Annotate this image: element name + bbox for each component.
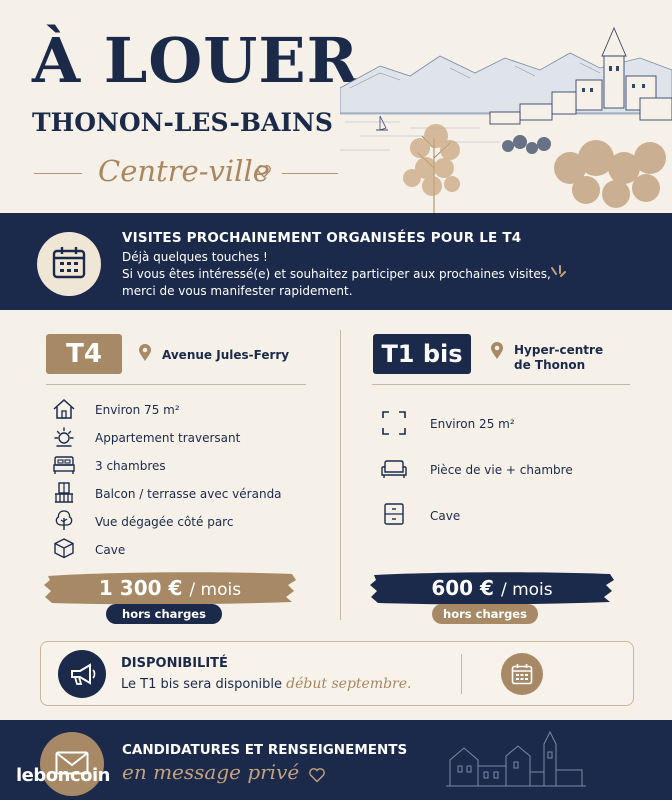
t1bis-feature-area: Environ 25 m²: [430, 417, 515, 431]
contact-title: CANDIDATURES ET RENSEIGNEMENTS: [122, 742, 408, 758]
availability-title: DISPONIBILITÉ: [121, 656, 228, 671]
location-pin-icon: [138, 344, 152, 362]
city-title: THONON-LES-BAINS: [32, 108, 333, 137]
availability-separator: [461, 654, 462, 694]
decor-line-right: [282, 173, 338, 174]
t1bis-address: [514, 343, 603, 373]
area-icon: [381, 410, 407, 436]
t4-feature-bedrooms: 3 chambres: [95, 459, 166, 473]
district-subtitle: Centre-ville: [98, 154, 270, 188]
t1bis-address-line-1: Hyper-centre: [514, 343, 604, 357]
visits-title: VISITES PROCHAINEMENT ORGANISÉES POUR LE T4: [122, 230, 522, 246]
contact-subtitle: en message privé: [122, 760, 300, 784]
t1bis-feature-rooms: Pièce de vie + chambre: [430, 463, 573, 477]
t1bis-price-value: 600 €: [431, 576, 494, 600]
visits-line-2: Si vous êtes intéressé(e) et souhaitez participer aux prochaines visites,: [122, 267, 551, 281]
envelope-badge: [40, 732, 104, 796]
t4-feature-cellar: Cave: [95, 543, 126, 557]
megaphone-badge: [58, 650, 106, 698]
header: [0, 0, 672, 212]
megaphone-icon: [58, 650, 106, 698]
balcony-icon: [53, 481, 75, 503]
district-row: [34, 152, 344, 192]
t4-price-unit: / mois: [189, 580, 242, 600]
town-sketch-illustration: [446, 726, 586, 788]
t1bis-charges-pill: hors charges: [432, 604, 538, 624]
t1bis-feature-cellar: Cave: [430, 509, 461, 523]
t4-feature-view: Vue dégagée côté parc: [95, 515, 234, 529]
visits-line-1: Déjà quelques touches !: [122, 250, 268, 264]
calendar-icon: [511, 663, 533, 685]
t1bis-price-unit: / mois: [500, 580, 553, 600]
calendar-badge: [37, 232, 101, 296]
calendar-badge-gold: [501, 653, 543, 695]
t4-feature-balcony: Balcon / terrasse avec véranda: [95, 487, 282, 501]
visits-line-3: merci de vous manifester rapidement.: [122, 284, 353, 298]
availability-text-main: Le T1 bis sera disponible: [121, 677, 283, 692]
t4-price-value: 1 300 €: [98, 576, 183, 600]
location-pin-icon: [490, 342, 504, 360]
t4-charges-pill: hors charges: [106, 604, 222, 624]
sofa-icon: [380, 458, 408, 480]
t4-separator: [46, 384, 306, 385]
column-divider: [340, 330, 341, 620]
leboncoin-logo: leboncoin: [16, 765, 110, 786]
availability-text: [121, 676, 411, 692]
decor-line-left: [34, 173, 82, 174]
availability-date: début septembre.: [286, 676, 412, 692]
t4-address: Avenue Jules-Ferry: [162, 348, 290, 362]
visits-banner: [0, 213, 672, 310]
t4-feature-area: Environ 75 m²: [95, 403, 180, 417]
bed-icon: [52, 455, 76, 475]
t1bis-address-line-2: de Thonon: [514, 358, 586, 372]
sun-icon: [53, 426, 75, 448]
t4-feature-orientation: Appartement traversant: [95, 431, 241, 445]
drawer-icon: [383, 502, 405, 526]
availability-box: [40, 641, 634, 706]
t1bis-price: [368, 576, 616, 600]
heart-icon: [256, 163, 272, 179]
lake-town-illustration: [340, 18, 672, 214]
tree-icon: [53, 509, 75, 531]
heart-icon: [308, 767, 326, 783]
calendar-icon: [52, 246, 86, 280]
page-title: À LOUER: [32, 24, 360, 97]
sparkle-icon: [548, 264, 568, 288]
t1bis-separator: [372, 384, 630, 385]
t4-price: [42, 576, 298, 600]
box-icon: [53, 537, 75, 559]
house-icon: [52, 398, 76, 420]
t4-badge: T4: [46, 334, 122, 374]
t1bis-badge: T1 bis: [373, 334, 471, 374]
